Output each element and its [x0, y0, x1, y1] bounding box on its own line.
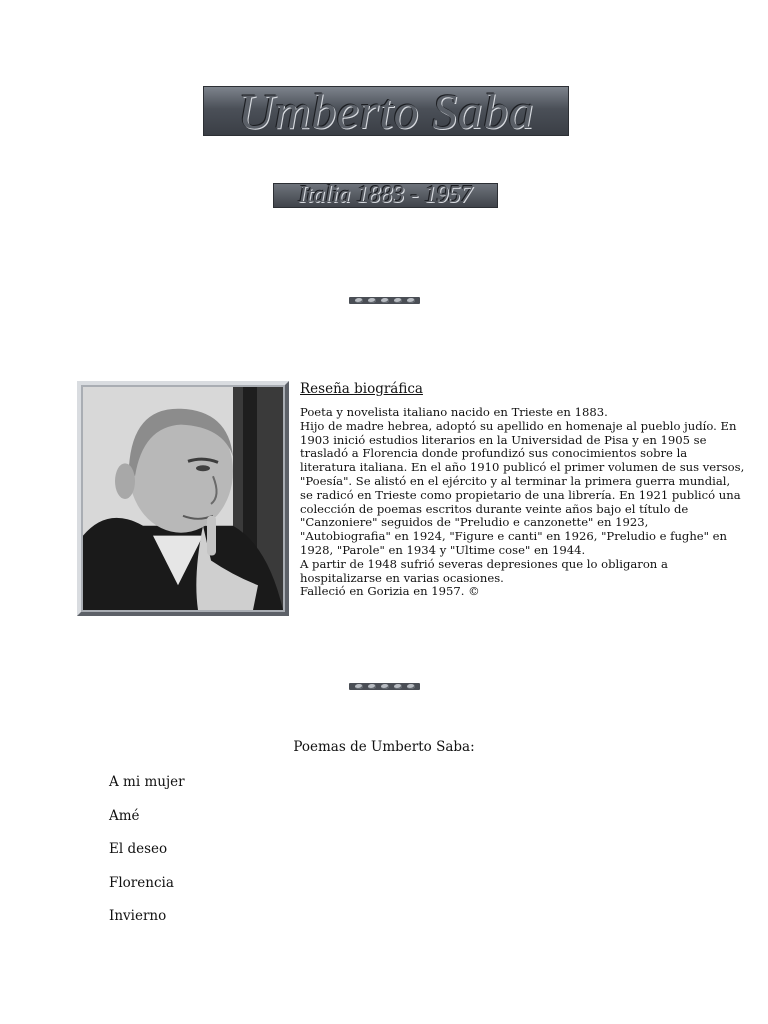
bio-line: literatura italiana. En el año 1910 publicó el primer volumen de sus versos,	[300, 460, 745, 475]
poem-link[interactable]: Amé	[109, 807, 140, 824]
biography-section	[300, 380, 745, 599]
bio-line: 1903 inició estudios literarios en la Universidad de Pisa y en 1905 se	[300, 432, 707, 447]
bio-line: se radicó en Trieste como propietario de una librería. En 1921 publicó una	[300, 487, 741, 502]
bio-line: Hijo de madre hebrea, adoptó su apellido en homenaje al pueblo judío. En	[300, 418, 737, 433]
bio-line: "Poesía". Se alistó en el ejército y al terminar la primera guerra mundial,	[300, 473, 731, 488]
bio-line: 1928, "Parole" en 1934 y "Ultime cose" en 1944.	[300, 542, 586, 557]
bio-line: A partir de 1948 sufrió severas depresiones que lo obligaron a	[300, 556, 668, 571]
poem-link[interactable]: A mi mujer	[109, 774, 185, 790]
poem-list	[109, 773, 185, 941]
page-title: Umberto Saba	[237, 83, 535, 139]
page-subtitle: Italia 1883 - 1957	[298, 182, 473, 208]
bio-line: Poeta y novelista italiano nacido en Trieste en 1883.	[300, 405, 608, 419]
biography-text	[300, 405, 745, 599]
poems-heading: Poemas de Umberto Saba:	[293, 739, 475, 755]
poem-link[interactable]: Invierno	[109, 908, 167, 925]
ornamental-divider-icon	[349, 297, 420, 304]
bio-line: colección de poemas escritos durante veinte años bajo el título de	[300, 501, 689, 516]
ornamental-divider-icon	[349, 683, 420, 690]
biography-heading: Reseña biográfica	[300, 381, 423, 397]
bio-line: "Autobiografia" en 1924, "Figure e canti" en 1926, "Preludio e fughe" en	[300, 529, 728, 544]
author-portrait	[83, 387, 283, 610]
portrait-frame	[77, 381, 289, 616]
bio-line: hospitalizarse en varias ocasiones.	[300, 570, 504, 585]
bio-line: "Canzoniere" seguidos de "Preludio e canzonette" en 1923,	[300, 515, 649, 530]
subtitle-banner	[273, 183, 498, 208]
poem-link[interactable]: Florencia	[109, 874, 174, 891]
title-banner	[203, 83, 569, 139]
bio-line: Falleció en Gorizia en 1957. ©	[300, 584, 480, 599]
bio-line: trasladó a Florencia donde profundizó sus conocimientos sobre la	[300, 446, 688, 461]
poem-link[interactable]: El deseo	[109, 841, 168, 858]
